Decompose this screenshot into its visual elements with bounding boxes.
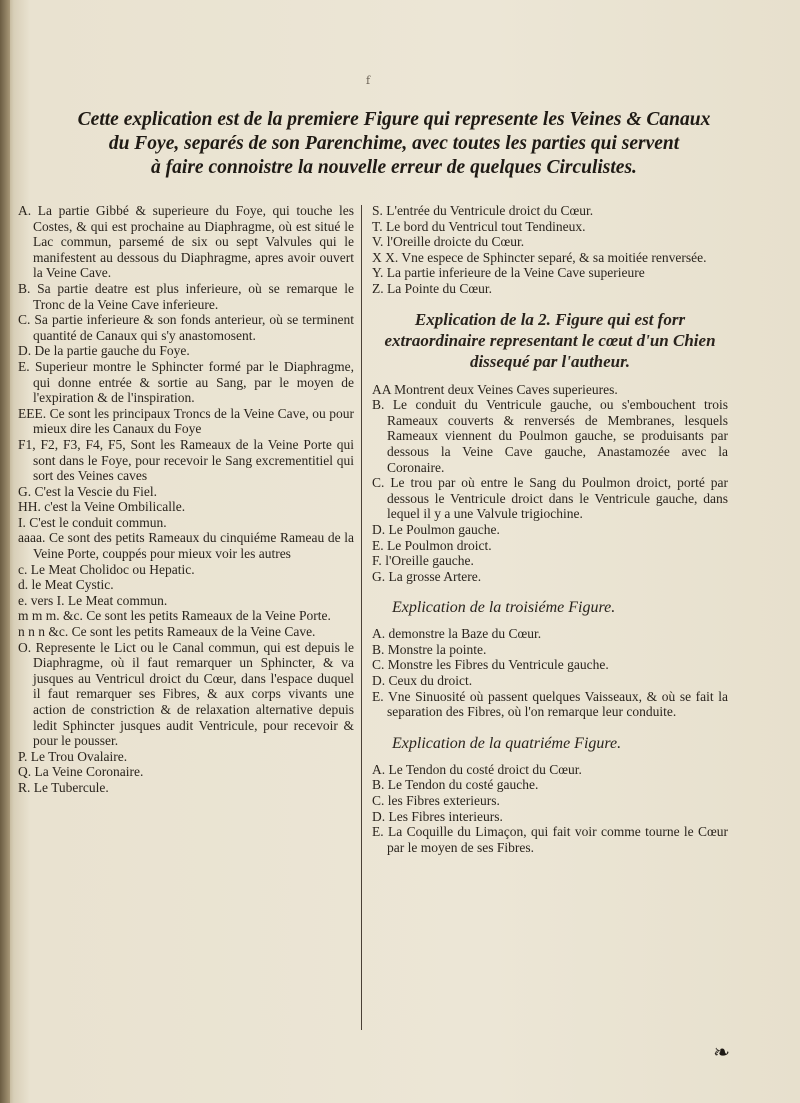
figure1-entry: [372, 234, 728, 250]
figure1-entry-text: C'est le conduit commun.: [29, 514, 167, 530]
figure1-entry-key: Z.: [372, 280, 387, 296]
figure1-entry: [18, 499, 354, 515]
figure1-entry-text: Le bord du Ventricul tout Tendineux.: [386, 218, 586, 234]
figure1-entry: [18, 406, 354, 437]
figure1-entry-text: La Veine Coronaire.: [34, 764, 144, 780]
figure3-entry-key: E.: [372, 688, 388, 704]
figure3-entry-text: Monstre les Fibres du Ventricule gauche.: [387, 657, 609, 673]
figure2-entry-key: G.: [372, 568, 389, 584]
left-column: [18, 203, 354, 796]
figure1-entry-key: Y.: [372, 265, 387, 281]
figure2-entry: [372, 553, 728, 569]
figure2-entry: [372, 522, 728, 538]
figure1-entry-key: S.: [372, 203, 387, 218]
figure1-entry-key: Q.: [18, 764, 35, 780]
figure1-entry: [18, 203, 354, 281]
figure1-entry-key: R.: [18, 779, 34, 795]
figure2-entry-text: l'Oreille gauche.: [385, 553, 474, 569]
figure1-entry-text: l'Oreille droicte du Cœur.: [386, 234, 525, 250]
figure1-entry: [18, 437, 354, 484]
figure1-entry-text: L'entrée du Ventricule droict du Cœur.: [386, 203, 594, 218]
figure4-entry-text: les Fibres exterieurs.: [387, 793, 500, 809]
figure1-entry-text: De la partie gauche du Foye.: [34, 343, 190, 359]
section4-heading: Explication de la quatriéme Figure.: [392, 734, 622, 752]
figure1-entry-text: La partie inferieure de la Veine Cave superieure: [386, 265, 645, 281]
figure1-entry-key: C.: [18, 312, 35, 328]
figure2-entry-text: Le Poulmon droict.: [387, 537, 492, 553]
figure1-entry-text: Le Tubercule.: [33, 779, 109, 795]
figure1-entry-text: &c. Ce sont les petits Rameaux de la Veine Porte.: [63, 608, 331, 624]
figure1-entry-text: c'est la Veine Ombilicalle.: [44, 499, 186, 515]
figure2-entry: [372, 397, 728, 475]
figure1-entry: [18, 640, 354, 749]
page-marker: f: [366, 74, 371, 87]
figure1-entry: [372, 281, 728, 297]
figure1-entry: [18, 608, 354, 624]
figure1-entry-text: Sa partie deatre est plus inferieure, où se remarque le Tronc de la Veine Cave inferieure.: [33, 280, 354, 312]
figure1-entry: [372, 250, 728, 266]
figure1-entry-key: B.: [18, 280, 38, 296]
figure1-entry-text: Vne espece de Sphincter separé, & sa moitiée renversée.: [401, 249, 707, 265]
figure1-entry-key: E.: [18, 358, 35, 374]
figure1-entry-key: m m m.: [18, 608, 64, 624]
figure1-entry: [18, 281, 354, 312]
figure2-entry-text: Le trou par où entre le Sang du Poulmon droict, porté par dessous le Ventricule droict dans le Ventricule gauche, dans lequel il y a une Valvule trigiochine.: [387, 475, 728, 522]
figure2-entry-key: B.: [372, 397, 393, 413]
figure1-entry-text: C'est la Vescie du Fiel.: [34, 483, 158, 499]
figure2-entry-text: Le conduit du Ventricule gauche, ou s'embouchent trois Rameaux couverts & renversés de Membranes, lesquels Rameaux viennent du Poulmon gauche, se produisants par dessous la Veine Cave gauche, Anastamozée avec la Coronaire.: [387, 397, 728, 475]
figure2-entry: [372, 569, 728, 585]
figure1-entry-key: n n n: [18, 624, 49, 640]
figure3-entry: [372, 673, 728, 689]
figure1-entry-key: D.: [18, 343, 35, 359]
title-line: Cette explication est de la premiere Figure qui represente les Veines & Canaux: [77, 109, 711, 130]
figure3-entry-key: D.: [372, 673, 389, 689]
figure1-entry-text: La partie Gibbé & superieure du Foye, qui touche les Costes, & qui est prochaine au Diaphragme, où est situé le Lac commun, parsemé de six ou sept Valvules qui le manifestent au dessous du Diaphragme, apres avoir ouvert la Veine Cave.: [33, 203, 354, 281]
title-line: du Foye, separés de son Parenchime, avec toutes les parties qui servent: [108, 133, 680, 154]
figure4-entry-key: B.: [372, 777, 388, 793]
figure1-entry: [18, 624, 354, 640]
figure1-entry-text: La Pointe du Cœur.: [387, 280, 492, 296]
figure4-entry-text: La Coquille du Limaçon, qui fait voir comme tourne le Cœur par le moyen de ses Fibres.: [387, 824, 729, 855]
figure1-entry-text: Sa partie inferieure & son fonds anterieur, où se terminent quantité de Canaux qui s'y anastomosent.: [33, 312, 354, 343]
figure3-entry-key: C.: [372, 657, 388, 673]
figure1-entry: [18, 530, 354, 561]
figure2-entry-key: F.: [372, 553, 386, 569]
figure1-entry: [18, 343, 354, 359]
figure1-entry-text: Represente le Lict ou le Canal commun, qui est depuis le Diaphragme, où il faut remarquer un Sphincter, & va jusques au Ventricul droict du Cœur, dans l'espace duquel il faut remarquer ses Fibres, & aux corps vivants une action de constriction & de relaxation alternative depuis ledit Sphincter jusques audit Ventricule, pour recevoir & pour le pousser.: [33, 639, 355, 749]
figure2-entry: [372, 382, 728, 398]
title-line: à faire connoistre la nouvelle erreur de quelques Circulistes.: [151, 157, 637, 178]
figure3-entry-text: Monstre la pointe.: [387, 641, 487, 657]
figure1-entry: [18, 593, 354, 609]
figure3-entry: [372, 657, 728, 673]
section2-heading: Explication de la 2. Figure qui est forr extraordinaire representant le cœut d'un Chien dissequé par l'autheur.: [384, 309, 716, 371]
column-divider: [361, 205, 362, 1030]
section3-entries: [372, 626, 728, 720]
figure2-entry-text: Montrent deux Veines Caves superieures.: [394, 381, 618, 397]
figure1-entry-text: &c. Ce sont les petits Rameaux de la Veine Cave.: [48, 624, 316, 640]
figure1-entry: [18, 577, 354, 593]
figure1-entry-key: T.: [372, 218, 386, 234]
right-column: [372, 203, 728, 855]
figure2-entry: [372, 538, 728, 554]
figure3-entry-text: Vne Sinuosité où passent quelques Vaisseaux, & où se fait la separation des Fibres, où l'on remarque leur conduite.: [387, 688, 728, 720]
figure4-entry-key: C.: [372, 793, 388, 809]
figure1-entry-key: P.: [18, 748, 31, 764]
figure1-entry: [18, 515, 354, 531]
figure1-entry-key: F1, F2, F3, F4, F5,: [18, 436, 131, 452]
figure1-entry-key: O.: [18, 639, 36, 655]
figure1-entry: [18, 562, 354, 578]
figure2-entry-key: AA: [372, 381, 395, 397]
figure1-entry-text: Ce sont des petits Rameaux du cinquiéme Rameau de la Veine Porte, couppés pour mieux voir les autres: [33, 530, 355, 562]
figure3-entry: [372, 642, 728, 658]
figure1-entry: [372, 265, 728, 281]
figure1-entry: [372, 203, 728, 219]
figure3-entry: [372, 626, 728, 642]
figure1-entry-key: G.: [18, 483, 35, 499]
figure1-entry-text: Le Trou Ovalaire.: [30, 748, 128, 764]
figure4-entry: [372, 762, 728, 778]
figure1-entry: [18, 484, 354, 500]
figure1-entry-key: d.: [18, 577, 32, 593]
figure3-entry-key: B.: [372, 641, 388, 657]
figure1-entry-key: V.: [372, 234, 387, 250]
figure3-entry-key: A.: [372, 626, 389, 642]
figure1-entry-key: EEE.: [18, 405, 50, 421]
figure1-entry-text: Le Meat Cholidoc ou Hepatic.: [30, 561, 195, 577]
figure1-entry-key: e.: [18, 592, 31, 608]
figure4-entry-text: Le Tendon du costé gauche.: [387, 777, 539, 793]
figure4-entry: [372, 824, 728, 855]
ink-mark-icon: ❧: [713, 1040, 730, 1064]
figure4-entry-key: A.: [372, 761, 389, 777]
figure1-entry-text: vers I. Le Meat commun.: [30, 592, 168, 608]
figure3-entry-text: Ceux du droict.: [388, 673, 473, 689]
figure2-entry: [372, 475, 728, 522]
page-title: [24, 108, 764, 180]
figure2-entry-text: Le Poulmon gauche.: [388, 521, 500, 537]
figure1-entry: [18, 312, 354, 343]
figure4-entry-text: Les Fibres interieurs.: [388, 808, 503, 824]
figure4-entry: [372, 809, 728, 825]
figure4-entry-key: E.: [372, 824, 388, 840]
figure2-entry-key: C.: [372, 475, 391, 491]
figure1-entry-text: le Meat Cystic.: [31, 577, 114, 593]
figure1-continuation: [372, 203, 728, 297]
figure1-entry-key: A.: [18, 203, 38, 218]
figure1-entry-text: Superieur montre le Sphincter formé par le Diaphragme, qui donne entrée & sortie au Sang, par le moyen de l'expiration & de l'inspiration.: [33, 358, 354, 406]
book-spine: [0, 0, 10, 1103]
figure1-entry: [18, 359, 354, 406]
section3-heading: Explication de la troisiéme Figure.: [392, 599, 616, 617]
figure1-entry: [18, 764, 354, 780]
figure2-entry-key: E.: [372, 537, 387, 553]
figure1-entry-text: Sont les Rameaux de la Veine Porte qui sont dans le Foye, pour recevoir le Sang excrementitiel qui sort des Veines caves: [33, 436, 354, 484]
section4-entries: [372, 762, 728, 856]
figure2-entry-key: D.: [372, 521, 389, 537]
figure1-entry-key: I.: [18, 514, 30, 530]
figure4-entry: [372, 793, 728, 809]
figure1-entry-text: Ce sont les principaux Troncs de la Veine Cave, ou pour mieux dire les Canaux du Foye: [33, 405, 354, 437]
figure1-entry-key: X X.: [372, 249, 402, 265]
figure1-entry: [18, 780, 354, 796]
figure1-entry-key: HH.: [18, 499, 45, 515]
figure1-entry: [18, 749, 354, 765]
figure3-entry: [372, 689, 728, 720]
figure4-entry-key: D.: [372, 808, 389, 824]
figure4-entry: [372, 777, 728, 793]
figure2-entry-text: La grosse Artere.: [388, 568, 482, 584]
figure1-entry-key: c.: [18, 561, 31, 577]
figure1-entry: [372, 219, 728, 235]
figure1-entry-key: aaaa.: [18, 530, 49, 546]
section2-entries: [372, 382, 728, 585]
figure4-entry-text: Le Tendon du costé droict du Cœur.: [388, 761, 582, 777]
figure3-entry-text: demonstre la Baze du Cœur.: [388, 626, 542, 642]
